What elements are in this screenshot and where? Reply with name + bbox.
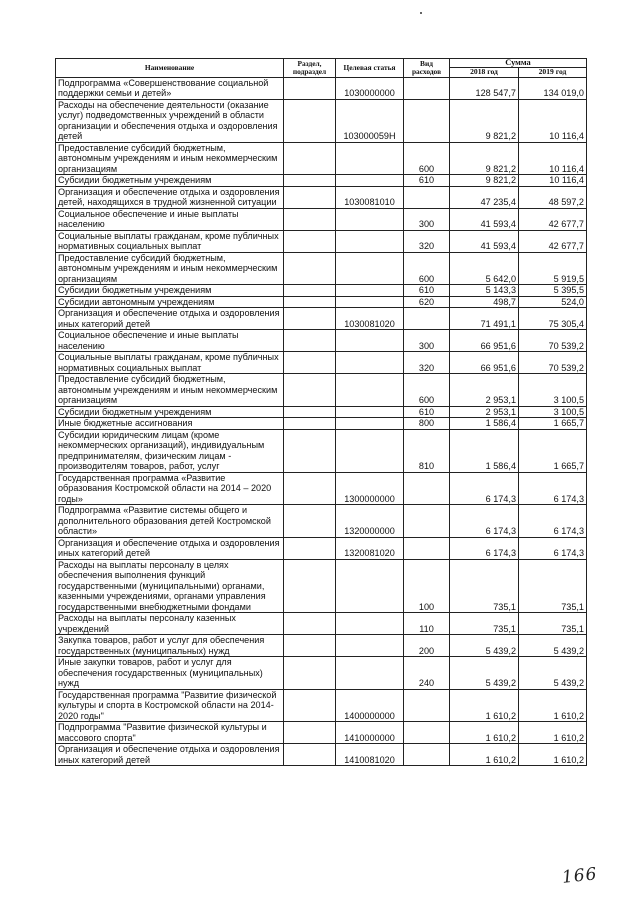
cell-2018: 128 547,7 bbox=[450, 77, 519, 99]
cell-target: 1410081020 bbox=[336, 744, 404, 766]
cell-name: Расходы на обеспечение деятельности (оказание услуг) подведомственных учреждений в области организации и обеспечения отдыха и оздоровления детей bbox=[56, 99, 284, 142]
cell-target: 1320000000 bbox=[336, 505, 404, 538]
cell-name: Субсидии юридическим лицам (кроме некоммерческих организаций), индивидуальным предпринимателям, физическим лицам - производителям товаров, работ, услуг bbox=[56, 429, 284, 472]
cell-section bbox=[284, 505, 336, 538]
table-row bbox=[56, 429, 587, 472]
cell-target bbox=[336, 374, 404, 407]
cell-2018: 66 951,6 bbox=[450, 330, 519, 352]
cell-2018: 735,1 bbox=[450, 559, 519, 613]
cell-target bbox=[336, 230, 404, 252]
cell-section bbox=[284, 77, 336, 99]
cell-type bbox=[404, 505, 450, 538]
cell-name: Организация и обеспечение отдыха и оздоровления иных категорий детей bbox=[56, 744, 284, 766]
cell-2019: 524,0 bbox=[519, 296, 587, 308]
scan-dot bbox=[420, 12, 422, 14]
cell-section bbox=[284, 296, 336, 308]
header-section: Раздел, подраздел bbox=[284, 59, 336, 78]
cell-section bbox=[284, 330, 336, 352]
cell-2019: 5 439,2 bbox=[519, 657, 587, 690]
cell-name: Социальные выплаты гражданам, кроме публичных нормативных социальных выплат bbox=[56, 230, 284, 252]
header-name: Наименование bbox=[56, 59, 284, 78]
cell-type: 300 bbox=[404, 330, 450, 352]
cell-2019: 1 610,2 bbox=[519, 744, 587, 766]
cell-target bbox=[336, 429, 404, 472]
cell-section bbox=[284, 252, 336, 285]
table-row bbox=[56, 472, 587, 505]
table-row bbox=[56, 296, 587, 308]
table-row bbox=[56, 77, 587, 99]
cell-2019: 3 100,5 bbox=[519, 406, 587, 418]
cell-type: 810 bbox=[404, 429, 450, 472]
cell-section bbox=[284, 308, 336, 330]
cell-section bbox=[284, 635, 336, 657]
cell-section bbox=[284, 559, 336, 613]
header-target: Целевая статья bbox=[336, 59, 404, 78]
cell-type bbox=[404, 722, 450, 744]
cell-name: Предоставление субсидий бюджетным, автономным учреждениям и иным некоммерческим организациям bbox=[56, 374, 284, 407]
cell-target: 103000059Н bbox=[336, 99, 404, 142]
cell-type: 300 bbox=[404, 208, 450, 230]
cell-name: Социальное обеспечение и иные выплаты населению bbox=[56, 330, 284, 352]
table-row bbox=[56, 252, 587, 285]
cell-2019: 10 116,4 bbox=[519, 175, 587, 187]
cell-2019: 42 677,7 bbox=[519, 208, 587, 230]
page-number: 166 bbox=[561, 864, 599, 888]
cell-type: 610 bbox=[404, 406, 450, 418]
cell-2018: 1 586,4 bbox=[450, 418, 519, 430]
cell-section bbox=[284, 406, 336, 418]
cell-type: 600 bbox=[404, 374, 450, 407]
cell-2018: 6 174,3 bbox=[450, 472, 519, 505]
table-row bbox=[56, 418, 587, 430]
cell-section bbox=[284, 722, 336, 744]
header-year-2019: 2019 год bbox=[519, 68, 587, 77]
table-row bbox=[56, 537, 587, 559]
cell-section bbox=[284, 175, 336, 187]
cell-name: Расходы на выплаты персоналу казенных учреждений bbox=[56, 613, 284, 635]
cell-section bbox=[284, 689, 336, 722]
cell-name: Закупка товаров, работ и услуг для обеспечения государственных (муниципальных) нужд bbox=[56, 635, 284, 657]
table-row bbox=[56, 230, 587, 252]
cell-name: Подпрограмма «Совершенствование социальной поддержки семьи и детей» bbox=[56, 77, 284, 99]
cell-2018: 2 953,1 bbox=[450, 406, 519, 418]
cell-section bbox=[284, 142, 336, 175]
table-body bbox=[56, 77, 587, 766]
cell-section bbox=[284, 374, 336, 407]
cell-2019: 6 174,3 bbox=[519, 472, 587, 505]
cell-2019: 1 610,2 bbox=[519, 689, 587, 722]
cell-target: 1030081020 bbox=[336, 308, 404, 330]
table-row bbox=[56, 744, 587, 766]
cell-section bbox=[284, 285, 336, 297]
cell-2019: 5 395,5 bbox=[519, 285, 587, 297]
cell-2019: 5 919,5 bbox=[519, 252, 587, 285]
cell-2018: 2 953,1 bbox=[450, 374, 519, 407]
cell-name: Предоставление субсидий бюджетным, автономным учреждениям и иным некоммерческим организациям bbox=[56, 252, 284, 285]
table-row bbox=[56, 559, 587, 613]
cell-name: Государственная программа "Развитие физической культуры и спорта в Костромской области на 2014-2020 годы" bbox=[56, 689, 284, 722]
cell-2018: 47 235,4 bbox=[450, 186, 519, 208]
cell-type bbox=[404, 744, 450, 766]
cell-name: Социальное обеспечение и иные выплаты населению bbox=[56, 208, 284, 230]
cell-target bbox=[336, 142, 404, 175]
cell-type bbox=[404, 472, 450, 505]
cell-type: 600 bbox=[404, 142, 450, 175]
cell-2019: 48 597,2 bbox=[519, 186, 587, 208]
cell-section bbox=[284, 429, 336, 472]
cell-2018: 1 610,2 bbox=[450, 689, 519, 722]
cell-section bbox=[284, 657, 336, 690]
cell-2019: 3 100,5 bbox=[519, 374, 587, 407]
table-row bbox=[56, 722, 587, 744]
cell-2019: 42 677,7 bbox=[519, 230, 587, 252]
table-row bbox=[56, 208, 587, 230]
cell-type: 110 bbox=[404, 613, 450, 635]
cell-2018: 1 610,2 bbox=[450, 722, 519, 744]
cell-2018: 5 439,2 bbox=[450, 635, 519, 657]
cell-section bbox=[284, 537, 336, 559]
cell-2018: 735,1 bbox=[450, 613, 519, 635]
cell-2019: 735,1 bbox=[519, 559, 587, 613]
cell-target bbox=[336, 406, 404, 418]
table-row bbox=[56, 352, 587, 374]
cell-type bbox=[404, 689, 450, 722]
cell-target: 1400000000 bbox=[336, 689, 404, 722]
cell-type: 600 bbox=[404, 252, 450, 285]
cell-type bbox=[404, 537, 450, 559]
cell-type bbox=[404, 186, 450, 208]
cell-2019: 6 174,3 bbox=[519, 537, 587, 559]
cell-type: 100 bbox=[404, 559, 450, 613]
cell-name: Иные бюджетные ассигнования bbox=[56, 418, 284, 430]
header-row bbox=[56, 59, 587, 68]
cell-2019: 10 116,4 bbox=[519, 142, 587, 175]
cell-name: Иные закупки товаров, работ и услуг для обеспечения государственных (муниципальных) нужд bbox=[56, 657, 284, 690]
cell-section bbox=[284, 99, 336, 142]
cell-type: 610 bbox=[404, 175, 450, 187]
table-row bbox=[56, 374, 587, 407]
cell-target bbox=[336, 285, 404, 297]
cell-target bbox=[336, 296, 404, 308]
cell-target bbox=[336, 559, 404, 613]
cell-2018: 5 642,0 bbox=[450, 252, 519, 285]
cell-2019: 1 610,2 bbox=[519, 722, 587, 744]
cell-name: Субсидии автономным учреждениям bbox=[56, 296, 284, 308]
cell-target bbox=[336, 657, 404, 690]
table-row bbox=[56, 285, 587, 297]
cell-name: Организация и обеспечение отдыха и оздоровления детей, находящихся в трудной жизненной ситуации bbox=[56, 186, 284, 208]
cell-2018: 41 593,4 bbox=[450, 208, 519, 230]
cell-2018: 9 821,2 bbox=[450, 142, 519, 175]
cell-2018: 71 491,1 bbox=[450, 308, 519, 330]
header-sum: Сумма bbox=[450, 59, 587, 68]
header-year-2018: 2018 год bbox=[450, 68, 519, 77]
cell-type bbox=[404, 77, 450, 99]
cell-section bbox=[284, 418, 336, 430]
cell-target bbox=[336, 208, 404, 230]
cell-target bbox=[336, 352, 404, 374]
cell-name: Субсидии бюджетным учреждениям bbox=[56, 285, 284, 297]
table-row bbox=[56, 406, 587, 418]
cell-2019: 10 116,4 bbox=[519, 99, 587, 142]
table-row bbox=[56, 613, 587, 635]
cell-2018: 1 586,4 bbox=[450, 429, 519, 472]
cell-2018: 9 821,2 bbox=[450, 99, 519, 142]
cell-type: 240 bbox=[404, 657, 450, 690]
cell-target bbox=[336, 613, 404, 635]
cell-2018: 6 174,3 bbox=[450, 505, 519, 538]
table-row bbox=[56, 175, 587, 187]
cell-target bbox=[336, 418, 404, 430]
cell-type: 200 bbox=[404, 635, 450, 657]
table-row bbox=[56, 657, 587, 690]
cell-target: 1410000000 bbox=[336, 722, 404, 744]
table-row bbox=[56, 689, 587, 722]
cell-2019: 5 439,2 bbox=[519, 635, 587, 657]
cell-name: Подпрограмма "Развитие физической культуры и массового спорта" bbox=[56, 722, 284, 744]
cell-name: Субсидии бюджетным учреждениям bbox=[56, 175, 284, 187]
cell-2019: 1 665,7 bbox=[519, 418, 587, 430]
cell-2018: 9 821,2 bbox=[450, 175, 519, 187]
cell-name: Предоставление субсидий бюджетным, автономным учреждениям и иным некоммерческим организациям bbox=[56, 142, 284, 175]
cell-target bbox=[336, 252, 404, 285]
cell-target: 1030000000 bbox=[336, 77, 404, 99]
cell-2019: 134 019,0 bbox=[519, 77, 587, 99]
cell-type: 320 bbox=[404, 352, 450, 374]
cell-type: 620 bbox=[404, 296, 450, 308]
cell-name: Организация и обеспечение отдыха и оздоровления иных категорий детей bbox=[56, 537, 284, 559]
table-row bbox=[56, 330, 587, 352]
cell-type bbox=[404, 308, 450, 330]
cell-section bbox=[284, 744, 336, 766]
cell-2019: 6 174,3 bbox=[519, 505, 587, 538]
cell-2019: 75 305,4 bbox=[519, 308, 587, 330]
cell-2018: 1 610,2 bbox=[450, 744, 519, 766]
table-row bbox=[56, 186, 587, 208]
cell-2018: 498,7 bbox=[450, 296, 519, 308]
cell-section bbox=[284, 613, 336, 635]
cell-type: 800 bbox=[404, 418, 450, 430]
cell-name: Субсидии бюджетным учреждениям bbox=[56, 406, 284, 418]
cell-target: 1320081020 bbox=[336, 537, 404, 559]
table-row bbox=[56, 99, 587, 142]
cell-section bbox=[284, 230, 336, 252]
cell-name: Организация и обеспечение отдыха и оздоровления иных категорий детей bbox=[56, 308, 284, 330]
cell-2018: 5 439,2 bbox=[450, 657, 519, 690]
cell-type: 320 bbox=[404, 230, 450, 252]
cell-target: 1030081010 bbox=[336, 186, 404, 208]
cell-2019: 1 665,7 bbox=[519, 429, 587, 472]
cell-2018: 6 174,3 bbox=[450, 537, 519, 559]
cell-2018: 41 593,4 bbox=[450, 230, 519, 252]
header-type: Вид расходов bbox=[404, 59, 450, 78]
cell-name: Расходы на выплаты персоналу в целях обеспечения выполнения функций государственными (муниципальными) органами, казенными учреждениями, органами управления государственными внебюджетными фондами bbox=[56, 559, 284, 613]
cell-type: 610 bbox=[404, 285, 450, 297]
cell-target bbox=[336, 330, 404, 352]
cell-section bbox=[284, 352, 336, 374]
cell-target: 1300000000 bbox=[336, 472, 404, 505]
cell-name: Подпрограмма «Развитие системы общего и дополнительного образования детей Костромской области» bbox=[56, 505, 284, 538]
table-row bbox=[56, 142, 587, 175]
cell-target bbox=[336, 635, 404, 657]
cell-section bbox=[284, 472, 336, 505]
cell-2018: 66 951,6 bbox=[450, 352, 519, 374]
cell-2018: 5 143,3 bbox=[450, 285, 519, 297]
table-row bbox=[56, 635, 587, 657]
cell-type bbox=[404, 99, 450, 142]
cell-2019: 70 539,2 bbox=[519, 330, 587, 352]
cell-section bbox=[284, 208, 336, 230]
budget-table bbox=[55, 58, 587, 766]
table-row bbox=[56, 505, 587, 538]
cell-section bbox=[284, 186, 336, 208]
cell-target bbox=[336, 175, 404, 187]
cell-name: Государственная программа «Развитие образования Костромской области на 2014 – 2020 годы» bbox=[56, 472, 284, 505]
table-row bbox=[56, 308, 587, 330]
cell-2019: 735,1 bbox=[519, 613, 587, 635]
cell-2019: 70 539,2 bbox=[519, 352, 587, 374]
cell-name: Социальные выплаты гражданам, кроме публичных нормативных социальных выплат bbox=[56, 352, 284, 374]
